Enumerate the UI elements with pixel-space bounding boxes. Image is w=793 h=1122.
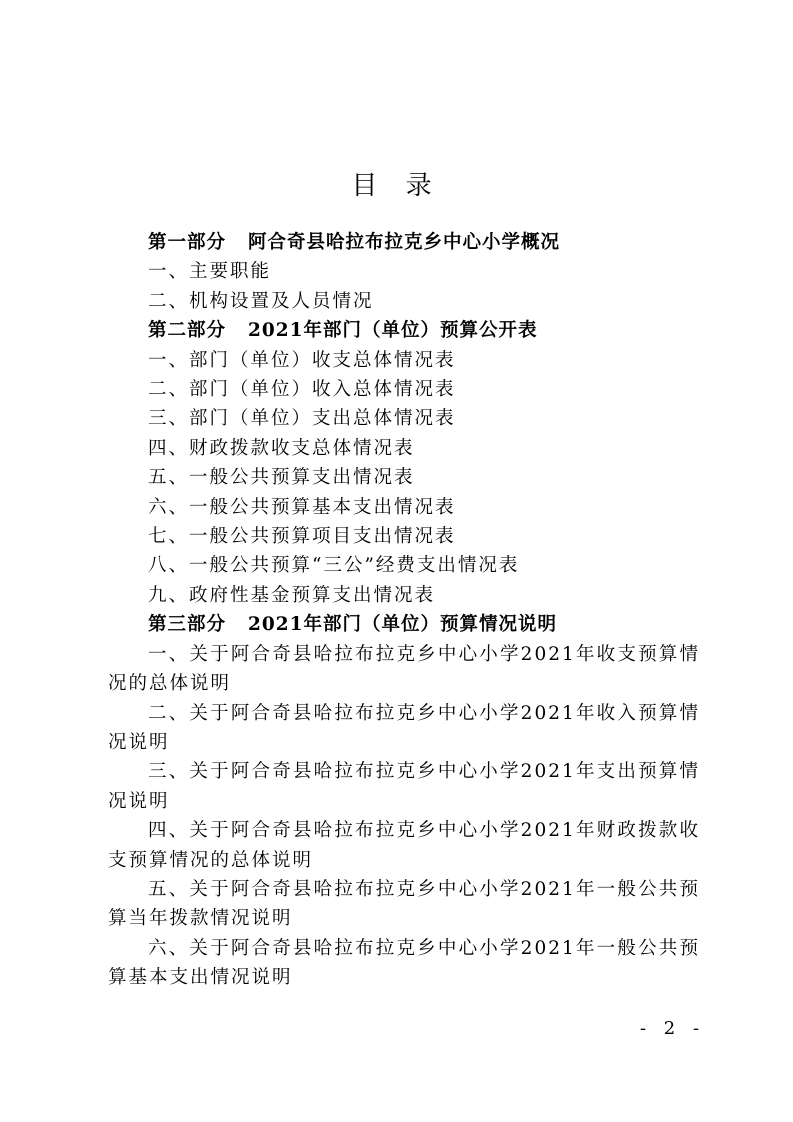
- toc-item[interactable]: 九、政府性基金预算支出情况表: [148, 584, 436, 606]
- toc-item[interactable]: 一、部门（单位）收支总体情况表: [148, 349, 456, 371]
- table-of-contents: [108, 228, 700, 993]
- section-heading-part-1[interactable]: [108, 228, 700, 257]
- section-title: 阿合奇县哈拉布拉克乡中心小学概况: [248, 232, 561, 253]
- section-title: 2021年部门（单位）预算公开表: [248, 320, 538, 342]
- section-label: 第一部分: [148, 232, 227, 253]
- section-heading-part-2[interactable]: [108, 316, 700, 345]
- section-heading-part-3[interactable]: [108, 610, 700, 639]
- toc-item-wrapped[interactable]: 五、关于阿合奇县哈拉布拉克乡中心小学2021年一般公共预算当年拨款情况说明: [108, 878, 700, 930]
- toc-item[interactable]: 六、一般公共预算基本支出情况表: [148, 496, 456, 518]
- toc-item[interactable]: 四、财政拨款收支总体情况表: [148, 437, 415, 459]
- toc-item-wrapped[interactable]: 一、关于阿合奇县哈拉布拉克乡中心小学2021年收支预算情况的总体说明: [108, 643, 700, 695]
- toc-item[interactable]: 三、部门（单位）支出总体情况表: [148, 408, 456, 430]
- section-label: 第三部分: [148, 614, 227, 636]
- section-title: 2021年部门（单位）预算情况说明: [248, 614, 558, 636]
- toc-item[interactable]: 一、主要职能: [148, 261, 272, 283]
- page-title: 目 录: [351, 171, 442, 201]
- toc-item-wrapped[interactable]: 二、关于阿合奇县哈拉布拉克乡中心小学2021年收入预算情况说明: [108, 702, 700, 753]
- toc-item[interactable]: 二、部门（单位）收入总体情况表: [148, 379, 456, 401]
- toc-item-wrapped[interactable]: 四、关于阿合奇县哈拉布拉克乡中心小学2021年财政拨款收支预算情况的总体说明: [108, 820, 700, 871]
- toc-item-wrapped[interactable]: 三、关于阿合奇县哈拉布拉克乡中心小学2021年支出预算情况说明: [108, 761, 700, 812]
- toc-item[interactable]: 二、机构设置及人员情况: [148, 290, 374, 312]
- toc-item[interactable]: 七、一般公共预算项目支出情况表: [148, 526, 456, 548]
- section-label: 第二部分: [148, 320, 227, 342]
- toc-item-wrapped[interactable]: 六、关于阿合奇县哈拉布拉克乡中心小学2021年一般公共预算基本支出情况说明: [108, 937, 700, 989]
- page-number: - 2 -: [640, 1018, 706, 1039]
- toc-item[interactable]: 八、一般公共预算“三公”经费支出情况表: [148, 555, 520, 577]
- toc-item[interactable]: 五、一般公共预算支出情况表: [148, 467, 415, 489]
